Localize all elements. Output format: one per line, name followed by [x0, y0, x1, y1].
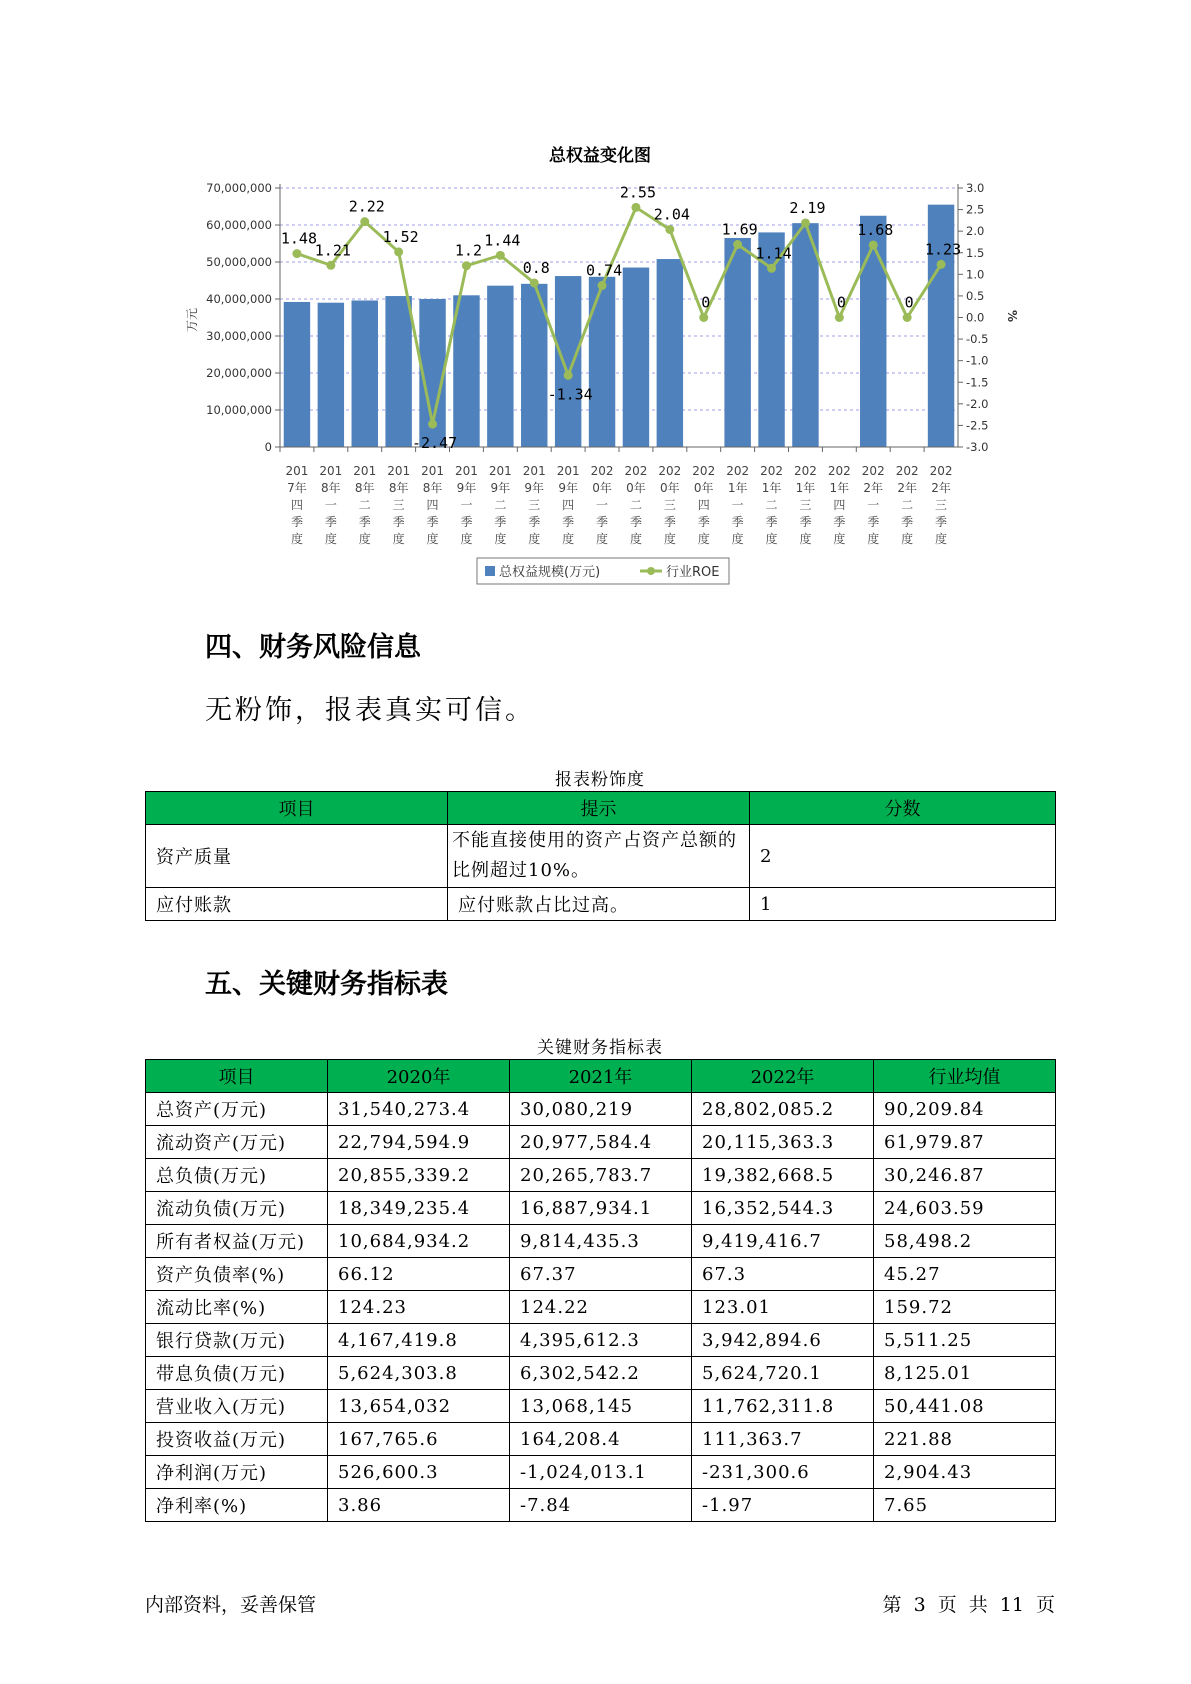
table-cell: 净利率(%): [146, 1489, 328, 1522]
roe-point: [530, 278, 539, 287]
table-row: [146, 825, 1056, 888]
table-cell: 8,125.01: [874, 1357, 1056, 1390]
y2-tick-label: -0.5: [966, 332, 989, 347]
header-cell: 分数: [750, 792, 1056, 825]
table-cell: 4,395,612.3: [510, 1324, 692, 1357]
y-tick-label: 70,000,000: [206, 181, 272, 195]
y2-tick-label: -3.0: [966, 440, 989, 454]
bar: [792, 223, 818, 447]
table-cell: 1: [750, 888, 1056, 921]
x-tick-label: 201 8年一季度: [319, 464, 343, 546]
table-cell: 13,654,032: [328, 1390, 510, 1423]
x-tick-label: 202 1年一季度: [726, 464, 750, 546]
table-cell: 3.86: [328, 1489, 510, 1522]
table-cell: 167,765.6: [328, 1423, 510, 1456]
table-cell: 流动资产(万元): [146, 1126, 328, 1159]
roe-point: [801, 218, 810, 227]
table-cell: 不能直接使用的资产占资产总额的比例超过10%。: [448, 825, 750, 888]
roe-data-label: 1.44: [484, 231, 521, 250]
y2-tick-label: 2.5: [966, 202, 985, 217]
table-cell: 5,624,720.1: [692, 1357, 874, 1390]
risk-table: [145, 791, 1056, 921]
table-cell: 7.65: [874, 1489, 1056, 1522]
table-cell: 90,209.84: [874, 1093, 1056, 1126]
bar: [453, 295, 479, 447]
table-cell: 24,603.59: [874, 1192, 1056, 1225]
x-tick-label: 201 8年二季度: [353, 464, 377, 546]
table-header-row: [146, 792, 1056, 825]
y2-tick-label: 1.0: [966, 267, 985, 282]
table-cell: 13,068,145: [510, 1390, 692, 1423]
y2-axis-title: %: [1005, 309, 1019, 323]
table-cell: -1.97: [692, 1489, 874, 1522]
roe-data-label: 1.68: [857, 220, 894, 239]
y-tick-label: 50,000,000: [206, 255, 272, 269]
table-cell: 20,115,363.3: [692, 1126, 874, 1159]
roe-data-label: 1.69: [721, 220, 758, 239]
roe-data-label: 2.22: [348, 197, 385, 216]
roe-point: [869, 240, 878, 249]
roe-point: [496, 251, 505, 260]
bar: [487, 286, 513, 447]
table-cell: 28,802,085.2: [692, 1093, 874, 1126]
risk-table-caption: 报表粉饰度: [555, 770, 645, 790]
table-row: [146, 1357, 1056, 1390]
table-cell: 应付账款: [146, 888, 448, 921]
table-row: [146, 1192, 1056, 1225]
table-cell: 9,419,416.7: [692, 1225, 874, 1258]
table-cell: 124.23: [328, 1291, 510, 1324]
table-cell: 11,762,311.8: [692, 1390, 874, 1423]
table-row: [146, 1423, 1056, 1456]
y2-tick-label: -2.0: [966, 396, 989, 411]
table-cell: 流动负债(万元): [146, 1192, 328, 1225]
equity-chart: [0, 0, 1191, 600]
table-cell: 6,302,542.2: [510, 1357, 692, 1390]
y2-tick-label: 1.5: [966, 245, 985, 260]
x-tick-label: 202 1年四季度: [827, 464, 851, 546]
table-cell: 所有者权益(万元): [146, 1225, 328, 1258]
roe-data-label: 0: [701, 293, 711, 312]
table-row: [146, 1324, 1056, 1357]
bar: [284, 302, 310, 447]
table-cell: 20,265,783.7: [510, 1159, 692, 1192]
roe-point: [733, 240, 742, 249]
table-cell: -231,300.6: [692, 1456, 874, 1489]
roe-point: [598, 281, 607, 290]
x-tick-label: 202 0年二季度: [624, 464, 648, 546]
x-tick-label: 201 9年一季度: [454, 464, 478, 546]
roe-point: [360, 217, 369, 226]
table-cell: 20,855,339.2: [328, 1159, 510, 1192]
y-tick-label: 20,000,000: [206, 366, 272, 380]
table-row: [146, 888, 1056, 921]
bar: [657, 259, 683, 447]
roe-data-label: 1.52: [382, 227, 419, 246]
x-tick-label: 201 9年三季度: [522, 464, 546, 546]
table-cell: 投资收益(万元): [146, 1423, 328, 1456]
chart-title: 总权益变化图: [549, 146, 651, 166]
roe-point: [631, 203, 640, 212]
roe-point: [292, 249, 301, 258]
table-cell: 带息负债(万元): [146, 1357, 328, 1390]
y-axis-title: 万元: [185, 307, 199, 333]
roe-point: [428, 420, 437, 429]
legend-line-marker: [647, 567, 655, 575]
table-cell: 124.22: [510, 1291, 692, 1324]
header-cell: 2021年: [510, 1060, 692, 1093]
roe-data-label: 0.8: [522, 258, 550, 277]
table-row: [146, 1159, 1056, 1192]
x-tick-label: 201 8年四季度: [421, 464, 445, 546]
table-cell: 4,167,419.8: [328, 1324, 510, 1357]
roe-data-label: 2.04: [653, 205, 690, 224]
table-row: [146, 1390, 1056, 1423]
y2-tick-label: 0.0: [966, 310, 985, 325]
footer-note: 内部资料，妥善保管: [145, 1594, 317, 1616]
table-cell: 2: [750, 825, 1056, 888]
table-row: [146, 1225, 1056, 1258]
table-cell: 资产负债率(%): [146, 1258, 328, 1291]
table-cell: 3,942,894.6: [692, 1324, 874, 1357]
table-cell: -1,024,013.1: [510, 1456, 692, 1489]
roe-data-label: 2.55: [619, 183, 657, 202]
table-row: [146, 1126, 1056, 1159]
table-cell: 应付账款占比过高。: [448, 888, 750, 921]
table-cell: 总资产(万元): [146, 1093, 328, 1126]
table-cell: 净利润(万元): [146, 1456, 328, 1489]
finance-table-caption: 关键财务指标表: [537, 1038, 663, 1058]
table-cell: 19,382,668.5: [692, 1159, 874, 1192]
table-cell: 银行贷款(万元): [146, 1324, 328, 1357]
y-tick-label: 10,000,000: [206, 403, 272, 417]
roe-point: [394, 247, 403, 256]
table-cell: 31,540,273.4: [328, 1093, 510, 1126]
roe-point: [462, 261, 471, 270]
table-cell: 16,887,934.1: [510, 1192, 692, 1225]
roe-point: [326, 261, 335, 270]
table-header-row: [146, 1060, 1056, 1093]
roe-data-label: 1.23: [924, 240, 962, 259]
header-cell: 项目: [146, 1060, 328, 1093]
section4-title: 四、财务风险信息: [205, 632, 421, 663]
table-cell: 18,349,235.4: [328, 1192, 510, 1225]
x-tick-label: 202 0年三季度: [658, 464, 682, 546]
table-cell: 5,624,303.8: [328, 1357, 510, 1390]
table-cell: 20,977,584.4: [510, 1126, 692, 1159]
table-cell: 9,814,435.3: [510, 1225, 692, 1258]
roe-point: [903, 313, 912, 322]
table-cell: 123.01: [692, 1291, 874, 1324]
x-tick-label: 202 0年四季度: [692, 464, 716, 546]
header-cell: 提示: [448, 792, 750, 825]
table-cell: 10,684,934.2: [328, 1225, 510, 1258]
x-tick-label: 201 9年四季度: [556, 464, 580, 546]
roe-data-label: 0: [836, 293, 846, 312]
table-cell: 5,511.25: [874, 1324, 1056, 1357]
table-cell: 221.88: [874, 1423, 1056, 1456]
y2-tick-label: -2.5: [966, 418, 989, 433]
finance-table: [145, 1059, 1056, 1522]
roe-data-label: -1.34: [547, 385, 593, 404]
page-number: 第 3 页 共 11 页: [882, 1594, 1055, 1616]
bar: [860, 216, 886, 447]
roe-data-label: 1.2: [454, 241, 482, 260]
x-tick-label: 202 1年二季度: [760, 464, 784, 546]
roe-data-label: 2.19: [789, 198, 826, 217]
roe-point: [937, 260, 946, 269]
y-tick-label: 40,000,000: [206, 292, 272, 306]
y-tick-label: 30,000,000: [206, 329, 272, 343]
legend-bar-swatch: [485, 566, 495, 576]
table-cell: 45.27: [874, 1258, 1056, 1291]
x-tick-label: 201 8年三季度: [387, 464, 411, 546]
y2-tick-label: -1.5: [966, 375, 989, 390]
bar: [623, 268, 649, 447]
table-cell: 30,080,219: [510, 1093, 692, 1126]
table-cell: -7.84: [510, 1489, 692, 1522]
roe-point: [665, 225, 674, 234]
bar: [589, 277, 615, 447]
roe-point: [699, 313, 708, 322]
table-cell: 50,441.08: [874, 1390, 1056, 1423]
x-tick-label: 201 9年二季度: [488, 464, 512, 546]
legend-line-label: 行业ROE: [666, 565, 720, 580]
y2-tick-label: 2.0: [966, 224, 985, 239]
table-cell: 164,208.4: [510, 1423, 692, 1456]
table-row: [146, 1291, 1056, 1324]
x-tick-label: 202 2年三季度: [929, 464, 953, 546]
x-tick-label: 202 2年二季度: [895, 464, 919, 546]
bar: [724, 238, 750, 447]
roe-data-label: 1.48: [280, 229, 318, 248]
table-cell: 16,352,544.3: [692, 1192, 874, 1225]
table-row: [146, 1258, 1056, 1291]
roe-data-label: -2.47: [411, 434, 458, 453]
table-cell: 66.12: [328, 1258, 510, 1291]
table-cell: 526,600.3: [328, 1456, 510, 1489]
x-tick-label: 202 1年三季度: [793, 464, 817, 546]
roe-point: [767, 264, 776, 273]
bar: [352, 300, 378, 447]
section5-title: 五、关键财务指标表: [205, 969, 448, 1000]
y2-tick-label: -1.0: [966, 353, 989, 368]
roe-point: [835, 313, 844, 322]
table-cell: 2,904.43: [874, 1456, 1056, 1489]
table-cell: 总负债(万元): [146, 1159, 328, 1192]
roe-point: [564, 371, 573, 380]
bar: [555, 276, 581, 447]
table-cell: 22,794,594.9: [328, 1126, 510, 1159]
x-tick-label: 201 7年四季度: [285, 464, 309, 546]
table-row: [146, 1093, 1056, 1126]
table-cell: 流动比率(%): [146, 1291, 328, 1324]
roe-data-label: 1.14: [755, 244, 792, 263]
table-cell: 61,979.87: [874, 1126, 1056, 1159]
table-row: [146, 1456, 1056, 1489]
x-tick-label: 202 0年一季度: [590, 464, 614, 546]
roe-data-label: 0: [904, 293, 914, 312]
table-cell: 58,498.2: [874, 1225, 1056, 1258]
y2-tick-label: 0.5: [966, 288, 985, 303]
table-cell: 67.3: [692, 1258, 874, 1291]
y2-tick-label: 3.0: [966, 181, 985, 195]
y-tick-label: 0: [264, 440, 272, 454]
table-cell: 资产质量: [146, 825, 448, 888]
table-cell: 159.72: [874, 1291, 1056, 1324]
table-row: [146, 1489, 1056, 1522]
header-cell: 2022年: [692, 1060, 874, 1093]
roe-data-label: 0.74: [585, 261, 623, 280]
y-tick-label: 60,000,000: [206, 218, 272, 232]
table-cell: 30,246.87: [874, 1159, 1056, 1192]
x-tick-label: 202 2年一季度: [861, 464, 885, 546]
roe-data-label: 1.21: [314, 241, 351, 260]
header-cell: 项目: [146, 792, 448, 825]
legend-bar-label: 总权益规模(万元): [499, 565, 601, 580]
header-cell: 行业均值: [874, 1060, 1056, 1093]
bar: [318, 303, 344, 447]
section4-text: 无粉饰，报表真实可信。: [205, 695, 535, 726]
header-cell: 2020年: [328, 1060, 510, 1093]
table-cell: 67.37: [510, 1258, 692, 1291]
table-cell: 111,363.7: [692, 1423, 874, 1456]
bar: [385, 296, 411, 447]
table-cell: 营业收入(万元): [146, 1390, 328, 1423]
